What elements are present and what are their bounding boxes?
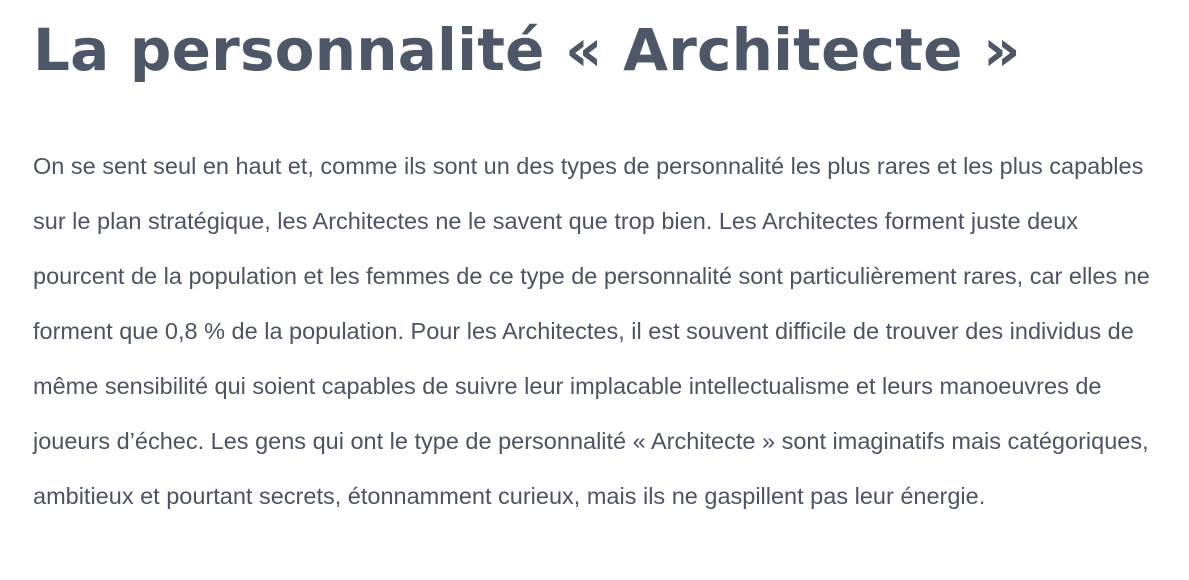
page-title: La personnalité « Architecte » xyxy=(33,16,1021,84)
article xyxy=(33,0,1173,524)
article-paragraph: On se sent seul en haut et, comme ils sont un des types de personnalité les plus rares et les plus capables sur le plan stratégique, les Architectes ne le savent que trop bien. Les Architectes forment juste deux pourcent de la population et les femmes de ce type de personnalité sont particulièrement rares, car elles ne forment que 0,8 % de la population. Pour les Architectes, il est souvent difficile de trouver des individus de même sensibilité qui soient capables de suivre leur implacable intellectualisme et leurs manoeuvres de joueurs d’échec. Les gens qui ont le type de personnalité « Architecte » sont imaginatifs mais catégoriques, ambitieux et pourtant secrets, étonnamment curieux, mais ils ne gaspillent pas leur énergie. xyxy=(33,153,1150,509)
